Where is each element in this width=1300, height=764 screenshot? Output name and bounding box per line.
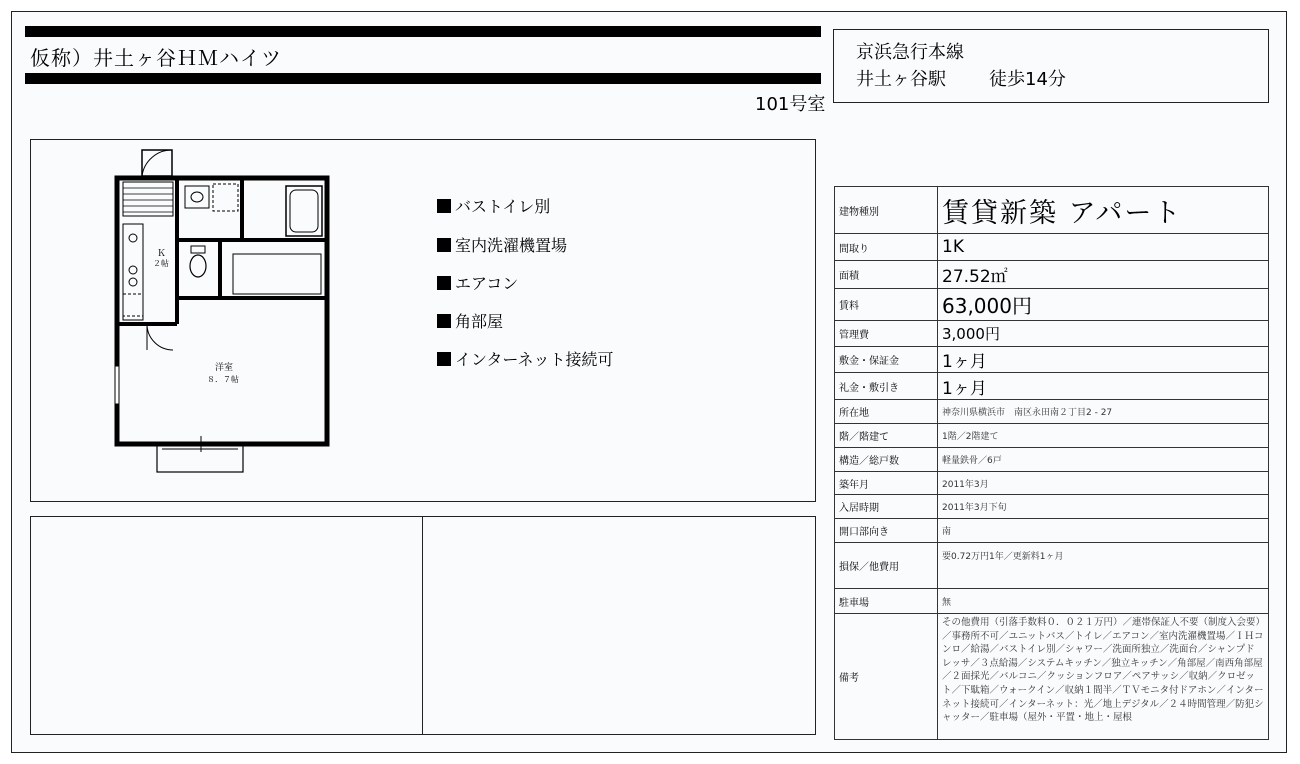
info-value: 2011年3月下旬: [938, 495, 1269, 519]
bullet-square-icon: [437, 276, 451, 290]
info-row: [835, 519, 1269, 543]
balcony: [157, 444, 243, 472]
info-value: 1階／2階建て: [938, 424, 1269, 448]
info-row: [835, 187, 1269, 234]
station-name: 井土ヶ谷駅: [856, 69, 946, 90]
info-row: [835, 289, 1269, 321]
info-label: 賃料: [835, 289, 938, 321]
info-label: 駐車場: [835, 589, 938, 614]
info-label: 築年月: [835, 472, 938, 495]
photo-box-left: [30, 516, 423, 735]
kitchen-counter: [123, 224, 143, 320]
info-value: 1K: [938, 234, 1269, 261]
closet: [233, 254, 321, 294]
info-row: [835, 424, 1269, 448]
shoe-area: [123, 182, 173, 216]
bullet-square-icon: [437, 314, 451, 328]
info-label: 敷金・保証金: [835, 347, 938, 373]
entrance-door-swing: [142, 150, 172, 176]
outer-wall: [117, 178, 327, 444]
info-label: 面積: [835, 261, 938, 289]
info-row: [835, 261, 1269, 289]
station-box: [833, 29, 1269, 103]
property-info-table: [834, 186, 1269, 740]
info-value: 要0.72万円1年／更新料1ヶ月: [938, 543, 1269, 589]
info-row: [835, 495, 1269, 519]
info-value: 2011年3月: [938, 472, 1269, 495]
washer-space: [213, 184, 238, 211]
info-label: 備考: [835, 614, 938, 740]
feature-item: バストイレ別: [437, 194, 550, 217]
info-value: 南: [938, 519, 1269, 543]
info-row: [835, 400, 1269, 424]
info-label: 構造／総戸数: [835, 448, 938, 472]
info-row: [835, 543, 1269, 589]
info-value: その他費用（引落手数料０．０２１万円）／連帯保証人不要（制度入会要）／事務所不可／ユニットバス／トイレ／エアコン／室内洗濯機置場／ＩＨコンロ／給湯／バストイレ別／シャワー／洗面所独立／洗面台／シャンプドレッサ／３点給湯／システムキッチン／独立キッチン／角部屋／南西角部屋／２面採光／バルコニ／クッションフロア／ペアサッシ／収納／クロゼット／下駄箱／ウォークイン／収納１間半／ＴＶモニタ付ドアホン／インターネット接続可／インターネット：光／地上デジタル／２４時間管理／防犯シャッター／駐車場（屋外・平置・地上・屋根: [938, 614, 1269, 740]
info-value: 神奈川県横浜市 南区永田南２丁目2 - 27: [938, 400, 1269, 424]
info-label: 所在地: [835, 400, 938, 424]
toilet: [190, 255, 206, 277]
info-value: 63,000円: [938, 289, 1269, 321]
info-value: 無: [938, 589, 1269, 614]
bathtub: [286, 186, 322, 236]
info-value: 3,000円: [938, 321, 1269, 347]
feature-item: インターネット接続可: [437, 347, 614, 370]
title-bottom-bar: [25, 73, 821, 84]
bullet-square-icon: [437, 199, 451, 213]
bullet-square-icon: [437, 352, 451, 366]
info-label: 礼金・敷引き: [835, 373, 938, 400]
info-value: 27.52㎡: [938, 261, 1269, 289]
room-number: 101号室: [755, 94, 826, 115]
feature-item: 角部屋: [437, 309, 503, 332]
title-top-bar: [25, 26, 821, 37]
info-row: [835, 589, 1269, 614]
info-row: [835, 373, 1269, 400]
info-label: 開口部向き: [835, 519, 938, 543]
info-row: [835, 448, 1269, 472]
info-label: 建物種別: [835, 187, 938, 234]
station-line: 京浜急行本線: [856, 42, 964, 63]
room-size: ８．７帖: [207, 375, 239, 384]
info-row: [835, 234, 1269, 261]
info-value: 軽量鉄骨／6戸: [938, 448, 1269, 472]
info-label: 間取り: [835, 234, 938, 261]
wash-basin: [185, 186, 209, 208]
info-value: 1ヶ月: [938, 373, 1269, 400]
info-label: 管理費: [835, 321, 938, 347]
kitchen-size: ２帖: [153, 259, 169, 268]
station-walk: 徒歩14分: [989, 69, 1066, 90]
property-title: 仮称）井土ヶ谷ＨＭハイツ: [30, 46, 282, 70]
bullet-square-icon: [437, 238, 451, 252]
feature-item: エアコン: [437, 271, 518, 294]
info-label: 階／階建て: [835, 424, 938, 448]
photo-box-right: [422, 516, 816, 735]
info-row: [835, 614, 1269, 740]
info-label: 損保／他費用: [835, 543, 938, 589]
info-row: [835, 321, 1269, 347]
info-value: 1ヶ月: [938, 347, 1269, 373]
floorplan-drawing: [105, 148, 335, 478]
info-row: [835, 347, 1269, 373]
info-label: 入居時期: [835, 495, 938, 519]
info-value: 賃貸新築 アパート: [938, 187, 1269, 234]
feature-item: 室内洗濯機置場: [437, 233, 567, 256]
kitchen-label: Ｋ: [157, 249, 167, 259]
room-label: 洋室: [215, 363, 234, 373]
room-door-swing: [147, 324, 173, 350]
info-row: [835, 472, 1269, 495]
